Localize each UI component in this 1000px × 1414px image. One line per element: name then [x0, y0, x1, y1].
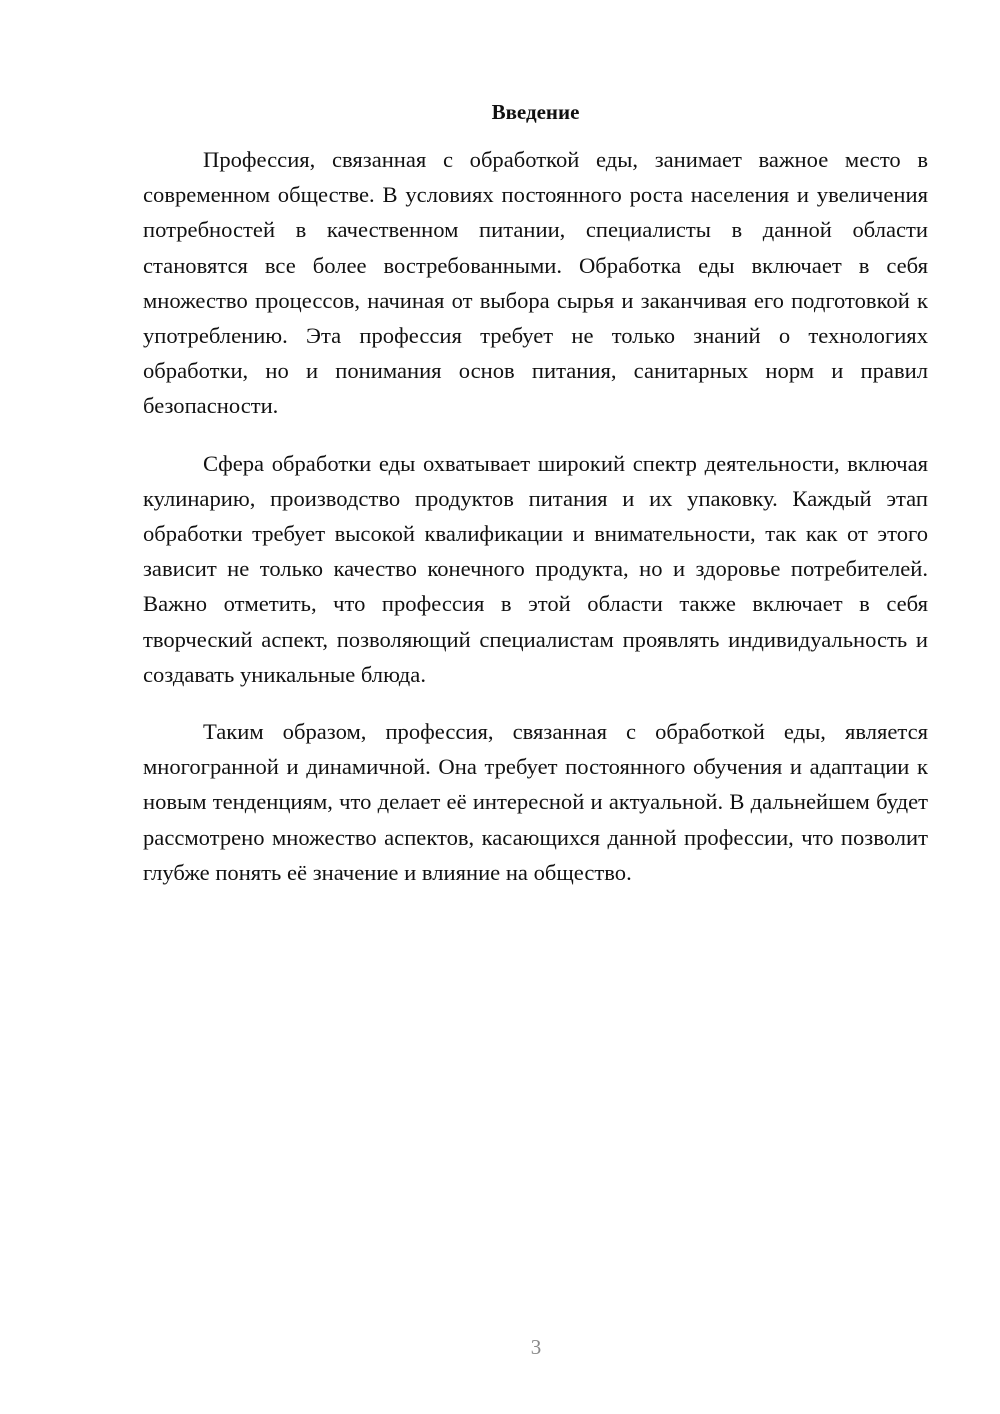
paragraph: Профессия, связанная с обработкой еды, занимает важное место в современном обществе. В условиях постоянного роста населения и увеличения потребностей в качественном питании, специалисты в данной области становятся все более востребованными. Обработка еды включает в себя множество процессов, начиная от выбора сырья и заканчивая его подготовкой к употреблению. Эта профессия требует не только знаний о технологиях обработки, но и понимания основ питания, санитарных норм и правил безопасности. — [143, 147, 928, 419]
body-text — [143, 142, 928, 912]
page-number: 3 — [530, 1335, 542, 1359]
section-heading: Введение — [491, 100, 580, 124]
paragraph: Сфера обработки еды охватывает широкий спектр деятельности, включая кулинарию, производство продуктов питания и их упаковку. Каждый этап обработки требует высокой квалификации и внимательности, так как от этого зависит не только качество конечного продукта, но и здоровье потребителей. Важно отметить, что профессия в этой области также включает в себя творческий аспект, позволяющий специалистам проявлять индивидуальность и создавать уникальные блюда. — [143, 450, 928, 687]
paragraph: Таким образом, профессия, связанная с обработкой еды, является многогранной и динамичной. Она требует постоянного обучения и адаптации к новым тенденциям, что делает её интересной и актуальной. В дальнейшем будет рассмотрено множество аспектов, касающихся данной профессии, что позволит глубже понять её значение и влияние на общество. — [143, 719, 928, 885]
